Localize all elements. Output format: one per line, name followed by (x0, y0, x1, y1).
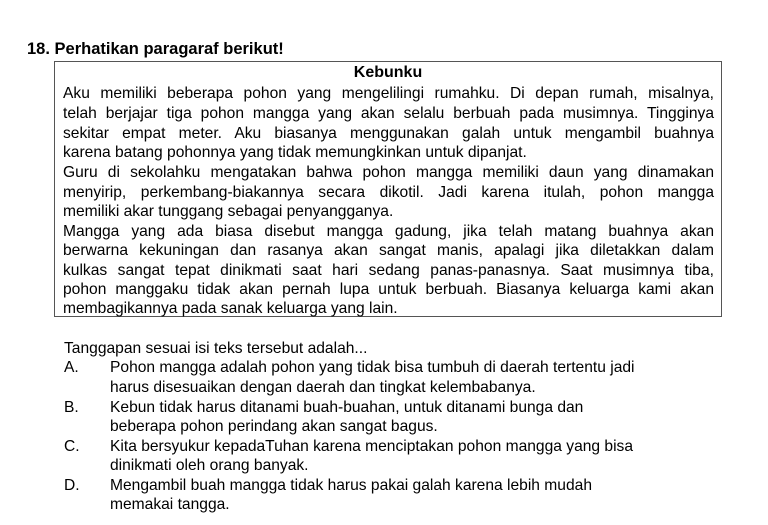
passage-line: kulkas sangat tepat dinikmati saat hari sedang panas-panasnya. Saat musimnya tiba, (63, 262, 714, 279)
option-a-letter[interactable]: A. (64, 359, 79, 376)
passage-line: telah berjajar tiga pohon mangga yang akan selalu berbuah pada musimnya. Tingginya (63, 105, 714, 122)
option-d-text[interactable]: Mengambil buah mangga tidak harus pakai galah karena lebih mudah (110, 477, 592, 494)
question-prompt: Tanggapan sesuai isi teks tersebut adalah... (64, 340, 368, 357)
option-b-text[interactable]: Kebun tidak harus ditanami buah-buahan, untuk ditanami bunga dan (110, 399, 584, 416)
passage-line: menyirip, perkembang-biakannya secara dikotil. Jadi karena itulah, pohon mangga (63, 184, 714, 201)
passage-line: sekitar empat meter. Aku biasanya menggunakan galah untuk mengambil buahnya (63, 125, 714, 142)
passage-line: karena batang pohonnya yang tidak memungkinkan untuk dipanjat. (63, 144, 527, 161)
option-c-text[interactable]: Kita bersyukur kepadaTuhan karena menciptakan pohon mangga yang bisa (110, 438, 634, 455)
option-c-text[interactable]: dinikmati oleh orang banyak. (110, 457, 309, 474)
passage-line: Aku memiliki beberapa pohon yang mengelilingi rumahku. Di depan rumah, misalnya, (63, 85, 714, 102)
passage-box (54, 61, 722, 317)
passage-title: Kebunku (353, 64, 423, 81)
option-d-text[interactable]: memakai tangga. (110, 496, 230, 513)
option-b-letter[interactable]: B. (64, 399, 79, 416)
question-title: 18. Perhatikan paragaraf berikut! (27, 40, 284, 58)
option-b-text[interactable]: beberapa pohon perindang akan sangat bagus. (110, 418, 438, 435)
passage-line: berwarna kekuningan dan rasanya akan sangat manis, apalagi jika diletakkan dalam (63, 242, 714, 259)
passage-line: Guru di sekolahku mengatakan bahwa pohon mangga memiliki daun yang dinamakan (63, 164, 714, 181)
option-d-letter[interactable]: D. (64, 477, 80, 494)
passage-line: Mangga yang ada biasa disebut mangga gadung, jika telah matang buahnya akan (63, 223, 714, 240)
passage-line: memiliki akar tunggang sebagai penyangganya. (63, 203, 394, 220)
option-c-letter[interactable]: C. (64, 438, 80, 455)
passage-line: pohon manggaku tidak akan pernah lupa untuk berbuah. Biasanya keluarga kami akan (63, 281, 714, 298)
passage-line: membagikannya pada sanak keluarga yang lain. (63, 300, 398, 317)
option-a-text[interactable]: Pohon mangga adalah pohon yang tidak bisa tumbuh di daerah tertentu jadi (110, 359, 635, 376)
option-a-text[interactable]: harus disesuaikan dengan daerah dan tingkat kelembabanya. (110, 379, 536, 396)
